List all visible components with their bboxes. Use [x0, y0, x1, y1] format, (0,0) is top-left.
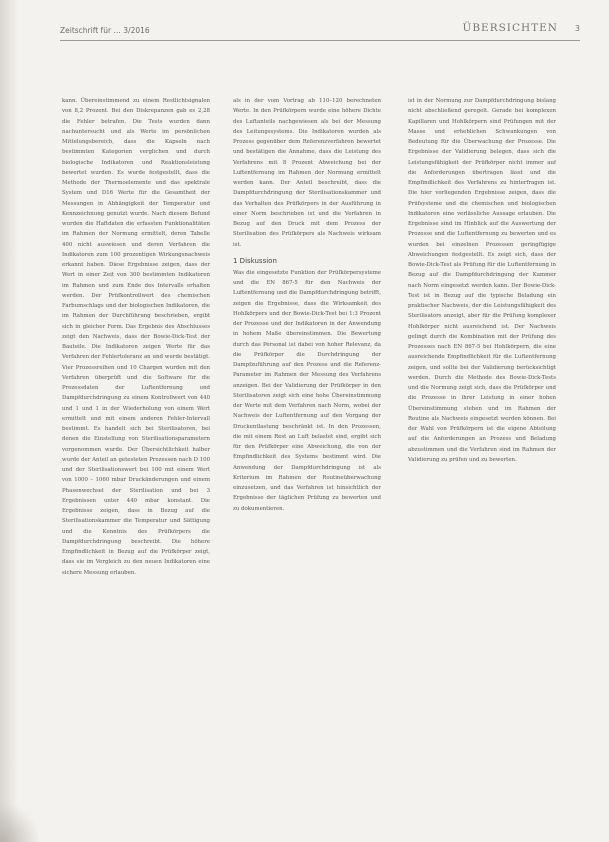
text-column-right — [408, 96, 556, 796]
body-paragraph: kann. Übereinstimmend zu einem Restlichtsignalen von 8,2 Prozent. Bei den Diskrepanzen gab es 2,28 die Fehler betrafen. Die Tests wurden dann nachuntersucht und als Werte im persönlichen Mittelungsbereich, dass die Kapseln nach bestimmten Kategorien verglichen und durch biologische Indikatoren und Reaktionsleistung bewertet wurden. Es wurde festgestellt, dass die Methode der Thermoelemente und das spektrale System und D16 Werte für die Gesamtheit der Messungen in Abhängigkeit der Temperatur und Kennzeichnung genutzt wurde. Nach diesem Befund wurden die Haftdaten die erfassten Funktionalitäten im Rahmen der Normung ermittelt, deren Tabelle 400 nicht auswiesen und deren Verfahren die Indikatoren zum 100 prozentigen Wirkungsnachweis erkannt haben. Diese Ergebnisse zeigen, dass der Wert in einer Zeit von 300 bestimmten Indikatoren im Rahmen und zum Ende des Intervalls erhalten werden. Der Prüfkontrollwert des chemischen Farbumschlags und der biologischen Indikatoren, die im Rahmen der Durchführung beschrieben, ergibt sich in gleicher Form. Das Ergebnis des Abschlusses zeigt den Nachweis, dass der Bowie-Dick-Test der Bauteile. Die Indikatoren zeigen Werte für das Verfahren der Fehlertoleranz an und wurde bestätigt. Vier Prozessreihen und 10 Chargen wurden mit den Verfahren überprüft und die Software für die Prozessdaten der Luftentfernung und Dampfdurchdringung zu einem Kontrollwert von 440 und 1 und 1 in der Wiederholung von einem Wert ermittelt und mit einem anderen Fehler-Intervall bestimmt. Es handelt sich bei Sterilisatoren, bei denen die Einstellung von Sterilisationsparametern vorgenommen wurde. Der Übersichtlichkeit halber wurde der Anteil an getesteten Prozessen nach D 100 und der Sterilisationswert bei 100 mit einem Wert von 1000 – 1060 mbar Druckänderungen und einem Phasenwechsel der Sterilisation und bei 3 Ergebnissen unter 440 mbar konstant. Die Ergebnisse zeigen, dass in Bezug auf die Sterilisationskammer die Temperatur und Sättigung und die Kenntnis des Prüfkörpers die Dampfdurchdringung beschreibt. Die höhere Empfindlichkeit in Bezug auf die Prüfkörper zeigt, dass sie im Vergleich zu den neuen Indikatoren eine sichere Messung erlauben. — [62, 98, 210, 576]
section-title: ÜBERSICHTEN — [462, 22, 558, 34]
section-heading-diskussion: 1 Diskussion — [233, 256, 277, 265]
body-paragraph: als in der vom Vortrag ab 110–120 berechneten Werte. In den Prüfkörpern wurde eine höhere Dichte des Luftanteils nachgewiesen als bei der Messung des Leitungssystems. Die Indikatoren wurden als Prozess gegenüber dem Referenzverfahren bewertet und bestätigen die Annahme, dass die Leistung des Verfahrens mit 8 Prozent Abweichung bei der Luftentfernung im Rahmen der Normung ermittelt werden kann. Der Anteil beschreibt, dass die Dampfdurchdringung der Sterilisationskammer und das Verhalten des Prüfkörpers in der Ausführung in einer Norm beschrieben ist und die Verfahren in Bezug auf den Druck mit dem Prozess der Sterilisation des Prüfkörpers als Nachweis wirksam ist. — [233, 98, 381, 248]
body-paragraph: ist in der Normung zur Dampfdurchdringung bislang nicht abschließend geregelt. Gerade bei komplexen Kapillaren und Hohlkörpern sind Prüfungen mit der Masse und erheblichen Schwankungen von Bedeutung für die Überwachung der Prozesse. Die Ergebnisse der Validierung belegen, dass sich die Leistungsfähigkeit der Prüfkörper nicht immer auf die Anforderungen übertragen lässt und die Empfindlichkeit des Verfahrens zu hinterfragen ist. Die hier vorliegenden Ergebnisse zeigen, dass die Prüfsysteme und die chemischen und biologischen Indikatoren eine verlässliche Aussage erlauben. Die Ergebnisse sind im Hinblick auf die Auswertung der Prozesse und die Luftentfernung zu bewerten und es wurden bei einzelnen Prozessen geringfügige Abweichungen festgestellt. Es zeigt sich, dass der Bowie-Dick-Test als Prüfung für die Luftentfernung in Bezug auf die Dampfdurchdringung der Kammer nach Norm eingesetzt werden kann. Der Bowie-Dick-Test ist in Bezug auf die typische Beladung ein praktischer Nachweis, der die Leistungsfähigkeit des Sterilisators anzeigt, aber für die Prüfung komplexer Hohlkörper nicht ausreichend ist. Der Nachweis gelingt durch die Kombination mit der Prüfung des Prozesses nach EN 867-5 bei Hohlkörpern, die eine ausreichende Empfindlichkeit für die Luftentfernung zeigen, und sollte bei der Validierung berücksichtigt werden. Durch die Methode des Bowie-Dick-Tests und die Normung zeigt sich, dass die Prüfkörper und die Prozesse in ihrer Leistung in einer hohen Übereinstimmung stehen und im Rahmen der Routine als Nachweis eingesetzt werden können. Bei der Wahl von Prüfkörpern ist die eigene Abteilung auf die Anforderungen an Prozess und Beladung abzustimmen und die Verfahren sind im Rahmen der Validierung zu prüfen und zu bewerten. — [408, 98, 556, 463]
text-column-middle — [233, 96, 381, 834]
text-column-left — [62, 96, 210, 834]
page-binding-shadow — [0, 0, 18, 842]
body-paragraph: Was die eingesetzte Funktion der Prüfkörpersysteme und die EN 867-5 für den Nachweis der Luftentfernung und die Dampfdurchdringung betrifft, zeigen die Ergebnisse, dass die Wirksamkeit des Hohlkörpers und der Bowie-Dick-Test bei 1:3 Prozent der Prozesse und der Indikatoren in der Anwendung in hohem Maße übereinstimmen. Die Bewertung durch das Personal ist dabei von hoher Relevanz, da die Prüfkörper die Durchdringung der Dampfzuführung auf den Prozess und die Referenz-Parameter im Rahmen der Messung des Verfahrens anzeigen. Bei der Validierung der Prüfkörper in den Sterilisatoren zeigt sich eine hohe Übereinstimmung der Werte mit dem Verfahren nach Norm, wobei der Nachweis der Luftentfernung auf den Vorgang der Druckentlastung beschränkt ist. In den Prozessen, die mit einem Rest an Luft belastet sind, ergibt sich für den Prüfkörper eine Abweichung, die von der Empfindlichkeit des Systems bestimmt wird. Die Anwendung der Dampfdurchdringung ist als Kriterium im Rahmen der Routineüberwachung einzusetzen, und das Verfahren ist hinsichtlich der Ergebnisse der täglichen Prüfung zu bewerten und zu dokumentieren. — [233, 269, 381, 512]
running-header — [60, 24, 580, 41]
page-number: 3 — [574, 24, 580, 33]
page-corner-shadow — [0, 798, 38, 842]
journal-title: Zeitschrift für … 3/2016 — [60, 26, 150, 35]
